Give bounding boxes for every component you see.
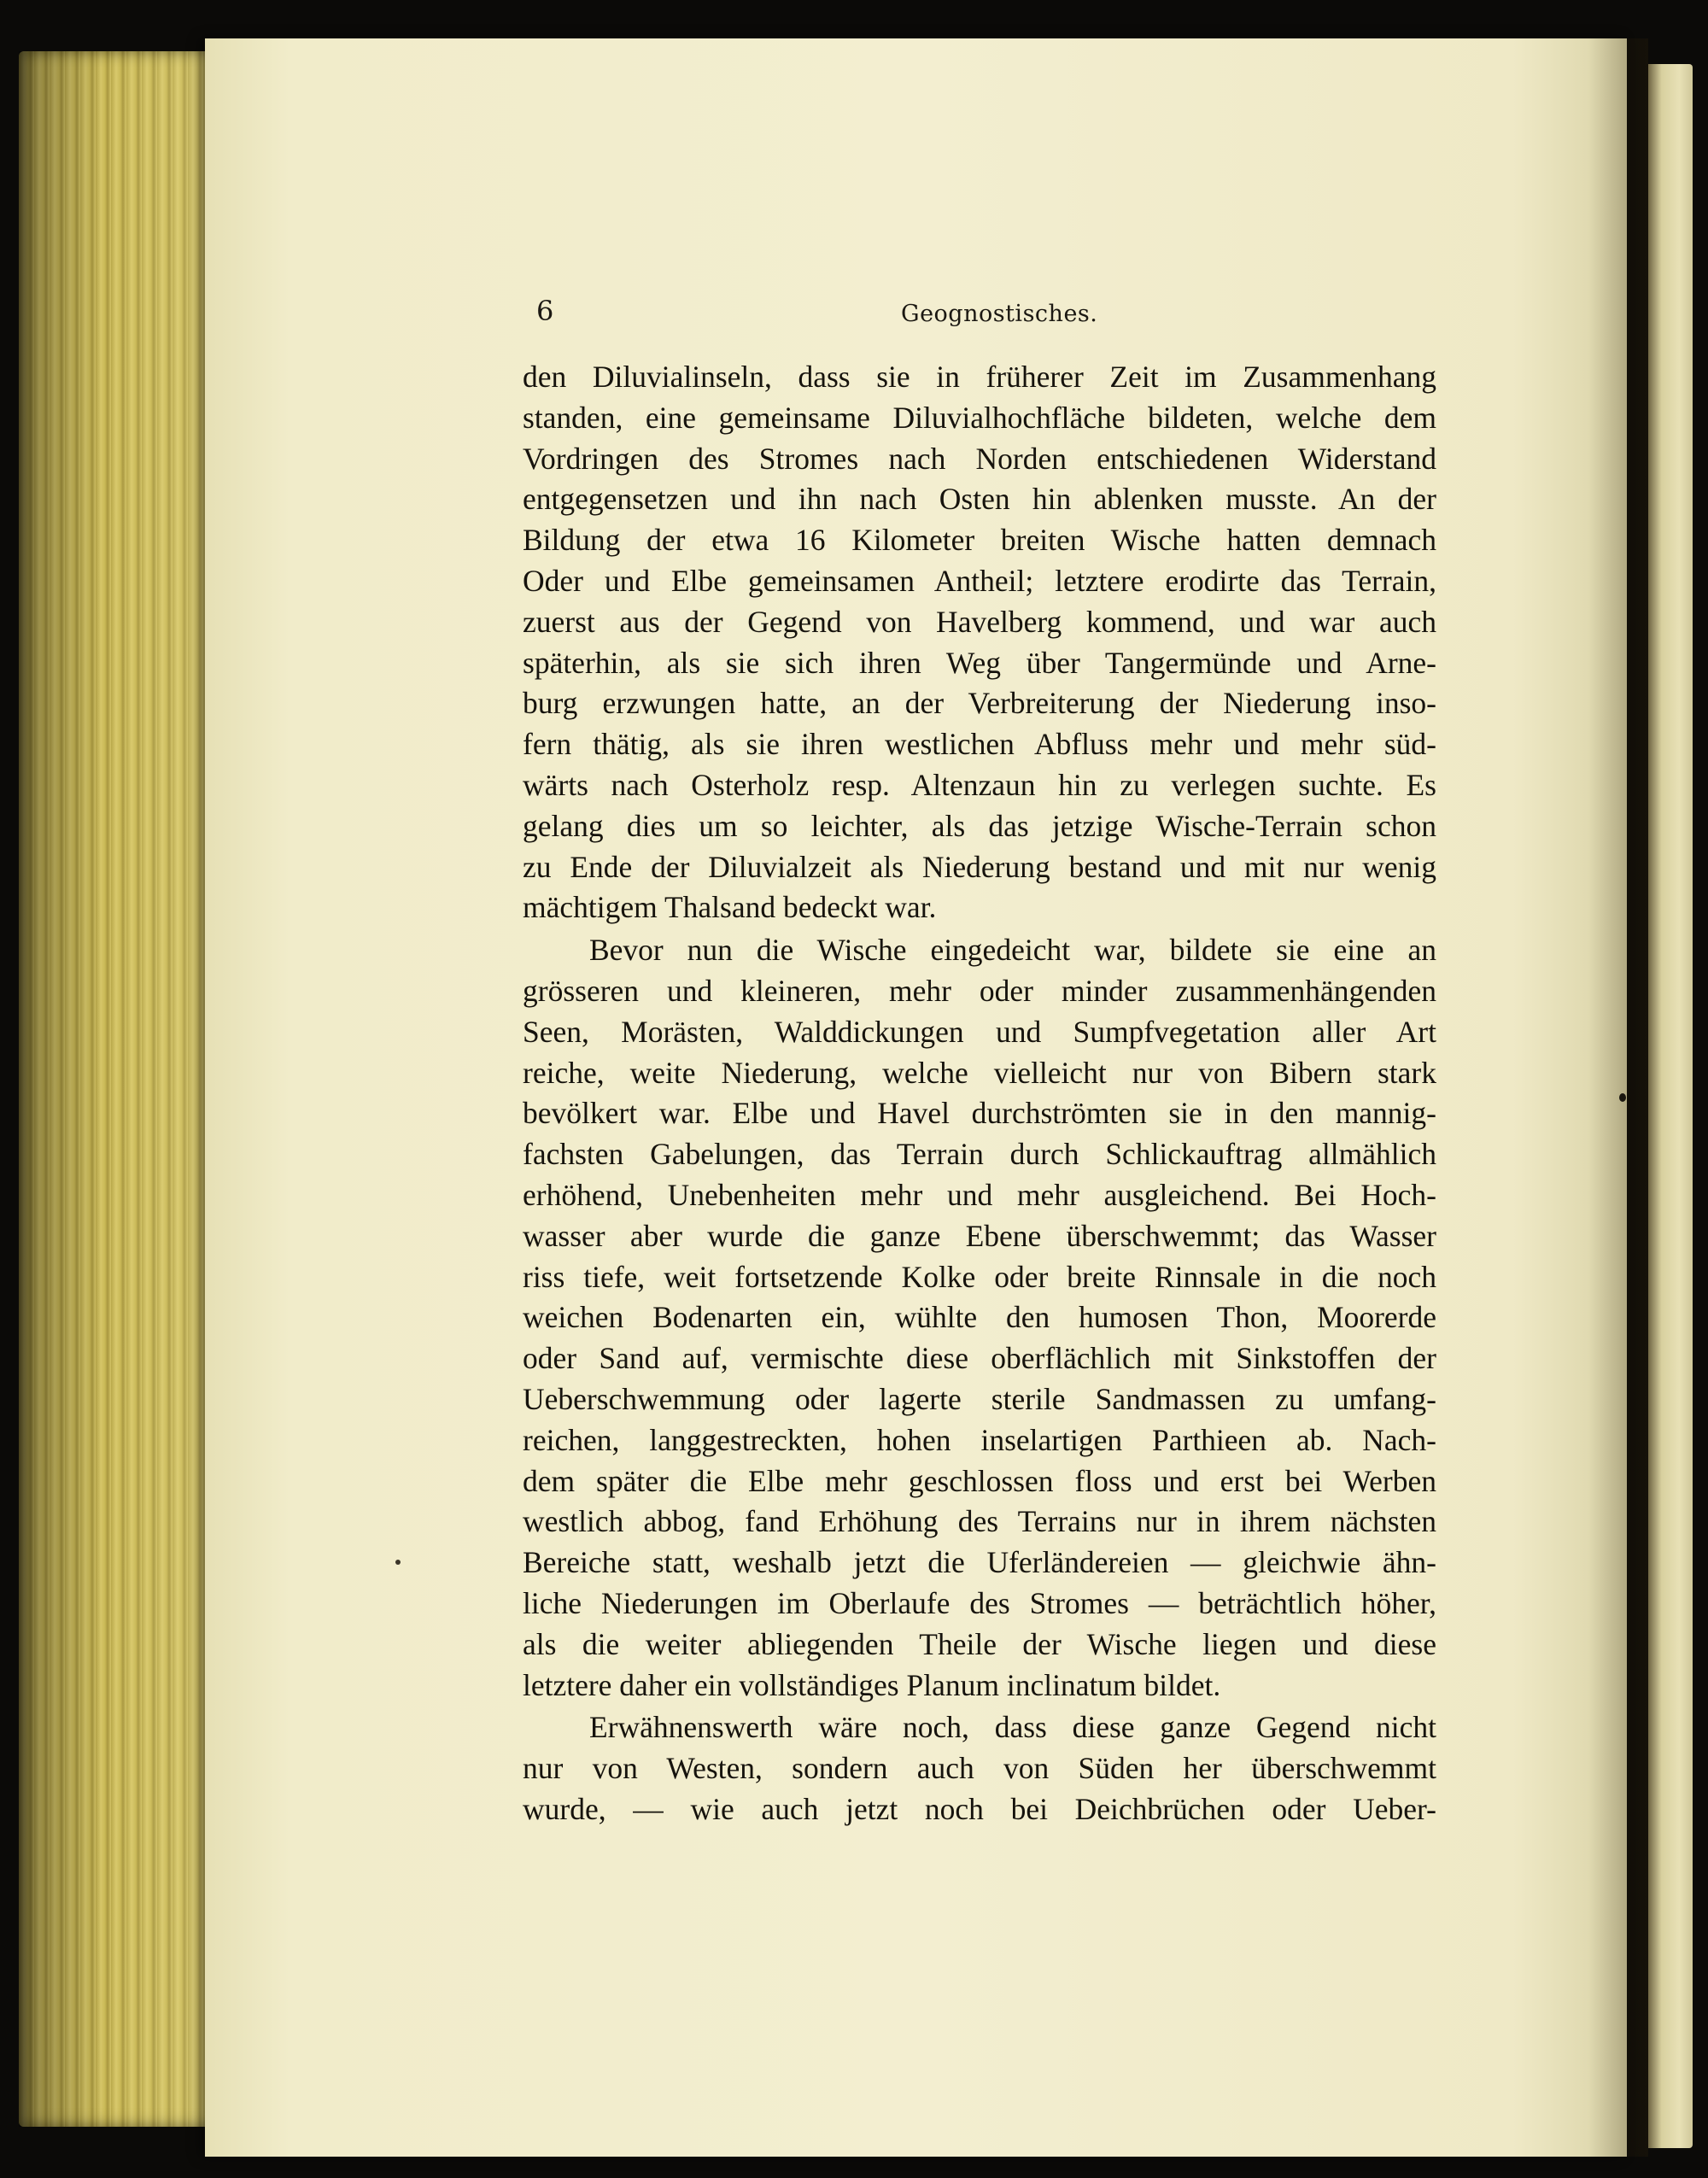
text-line: mächtigem Thalsand bedeckt war. bbox=[523, 890, 937, 925]
text-line: wasser aber wurde die ganze Ebene überschwemmt; das Wasser bbox=[523, 1218, 1436, 1253]
stacked-page-edges bbox=[19, 51, 232, 2127]
facing-page-edge bbox=[1648, 64, 1693, 2148]
text-line: weichen Bodenarten ein, wühlte den humosen Thon, Moorerde bbox=[523, 1300, 1436, 1335]
text-line: reiche, weite Niederung, welche vielleicht nur von Bibern stark bbox=[523, 1055, 1436, 1090]
text-line: Bildung der etwa 16 Kilometer breiten Wische hatten demnach bbox=[523, 523, 1436, 558]
text-line: liche Niederungen im Oberlaufe des Stromes — beträchtlich höher, bbox=[523, 1585, 1436, 1620]
gutter-shadow bbox=[1588, 38, 1648, 2157]
text-line: letztere daher ein vollständiges Planum inclinatum bildet. bbox=[523, 1667, 1221, 1702]
text-line: grösseren und kleineren, mehr oder minder zusammenhängenden bbox=[523, 973, 1436, 1008]
paragraph-2 bbox=[523, 930, 1436, 1706]
text-line: fachsten Gabelungen, das Terrain durch Schlickauftrag allmählich bbox=[523, 1137, 1436, 1172]
body-text bbox=[523, 357, 1436, 1830]
text-line: reichen, langgestreckten, hohen inselartigen Parthieen ab. Nach- bbox=[523, 1422, 1436, 1457]
text-line: dem später die Elbe mehr geschlossen floss und erst bei Werben bbox=[523, 1463, 1436, 1498]
text-line: fern thätig, als sie ihren westlichen Abfluss mehr und mehr süd- bbox=[523, 727, 1436, 762]
text-line: zu Ende der Diluvialzeit als Niederung bestand und mit nur wenig bbox=[523, 849, 1436, 884]
text-line: Bevor nun die Wische eingedeicht war, bildete sie eine an bbox=[589, 933, 1436, 968]
text-line: Bereiche statt, weshalb jetzt die Uferländereien — gleichwie ähn- bbox=[523, 1545, 1436, 1580]
text-line: zuerst aus der Gegend von Havelberg kommend, und war auch bbox=[523, 604, 1436, 639]
text-line: Erwähnenswerth wäre noch, dass diese ganze Gegend nicht bbox=[589, 1710, 1436, 1745]
text-line: wärts nach Osterholz resp. Altenzaun hin zu verlegen suchte. Es bbox=[523, 767, 1436, 802]
text-line: Oder und Elbe gemeinsamen Antheil; letztere erodirte das Terrain, bbox=[523, 563, 1436, 598]
paper-speck bbox=[1619, 1093, 1626, 1102]
paper-speck bbox=[395, 1560, 401, 1565]
text-line: späterhin, als sie sich ihren Weg über Tangermünde und Arne- bbox=[523, 645, 1436, 680]
text-line: bevölkert war. Elbe und Havel durchströmten sie in den mannig- bbox=[523, 1096, 1436, 1131]
text-line: Seen, Morästen, Walddickungen und Sumpfvegetation aller Art bbox=[523, 1014, 1436, 1049]
page-number: 6 bbox=[536, 295, 554, 327]
paragraph-3 bbox=[523, 1707, 1436, 1830]
text-line: burg erzwungen hatte, an der Verbreiterung der Niederung inso- bbox=[523, 686, 1436, 721]
text-line: nur von Westen, sondern auch von Süden her überschwemmt bbox=[523, 1751, 1436, 1786]
paragraph-1 bbox=[523, 357, 1436, 928]
text-line: westlich abbog, fand Erhöhung des Terrains nur in ihrem nächsten bbox=[523, 1504, 1436, 1539]
text-line: entgegensetzen und ihn nach Osten hin ablenken musste. An der bbox=[523, 482, 1436, 517]
text-line: oder Sand auf, vermischte diese oberflächlich mit Sinkstoffen der bbox=[523, 1341, 1436, 1376]
running-head: Geognostisches. bbox=[901, 301, 1098, 327]
text-line: riss tiefe, weit fortsetzende Kolke oder breite Rinnsale in die noch bbox=[523, 1259, 1436, 1294]
text-line: gelang dies um so leichter, als das jetzige Wische-Terrain schon bbox=[523, 808, 1436, 843]
text-line: standen, eine gemeinsame Diluvialhochfläche bildeten, welche dem bbox=[523, 400, 1436, 435]
text-line: Vordringen des Stromes nach Norden entschiedenen Widerstand bbox=[523, 441, 1436, 476]
text-line: den Diluvialinseln, dass sie in früherer Zeit im Zusammenhang bbox=[523, 360, 1436, 394]
text-line: erhöhend, Unebenheiten mehr und mehr ausgleichend. Bei Hoch- bbox=[523, 1177, 1436, 1212]
text-line: wurde, — wie auch jetzt noch bei Deichbrüchen oder Ueber- bbox=[523, 1791, 1436, 1826]
text-line: Ueberschwemmung oder lagerte sterile Sandmassen zu umfang- bbox=[523, 1381, 1436, 1416]
text-line: als die weiter abliegenden Theile der Wische liegen und diese bbox=[523, 1626, 1436, 1661]
